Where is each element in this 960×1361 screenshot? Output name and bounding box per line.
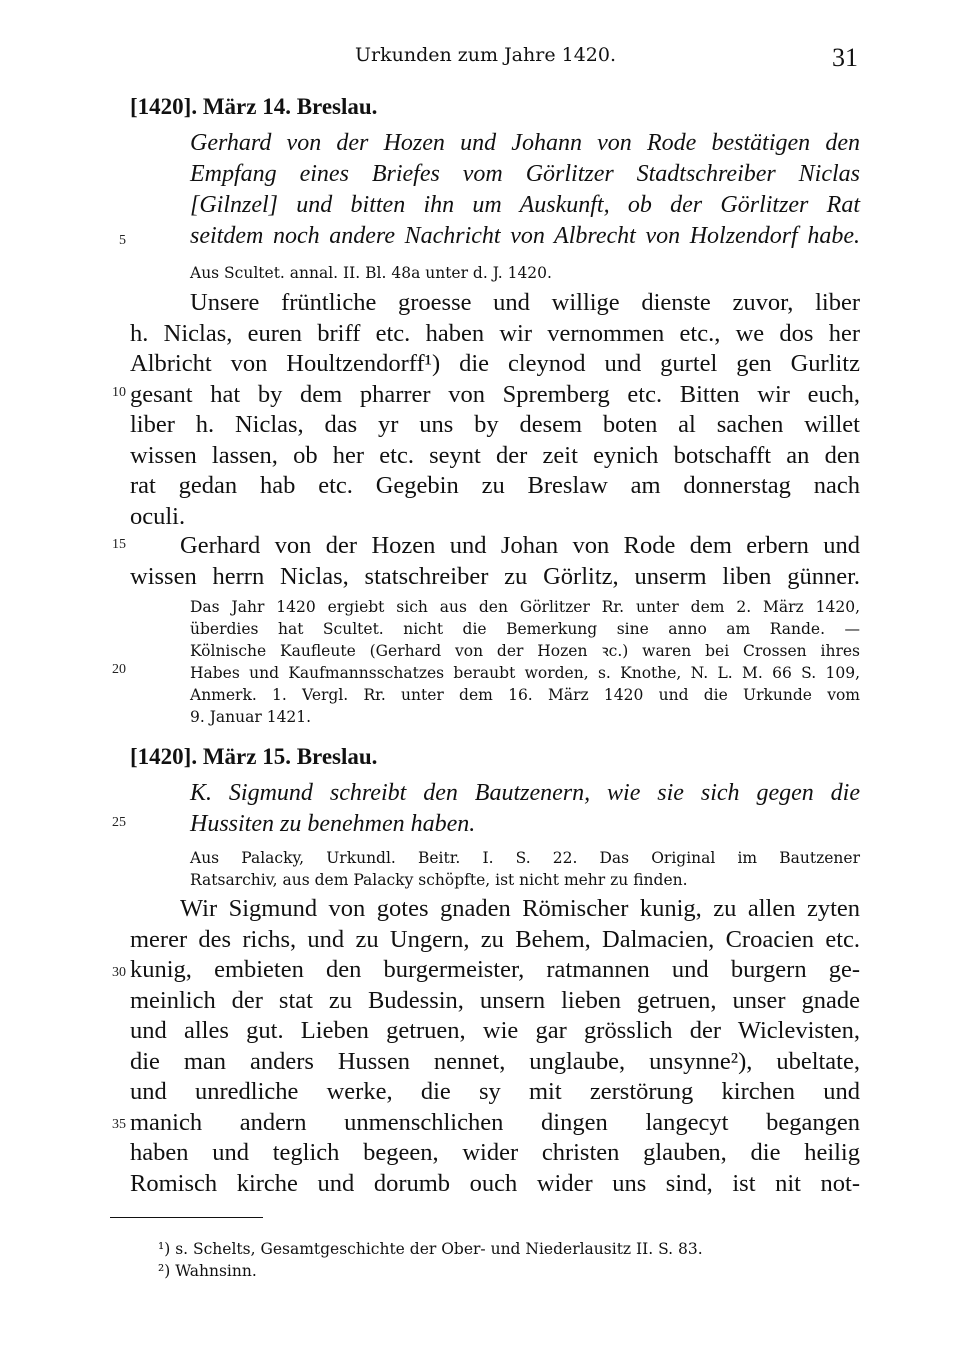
text-line: und alles gut. Lieben getruen, wie gar grösslich der Wiclevisten,: [130, 1017, 860, 1044]
regest-line: Hussiten zu benehmen haben.: [190, 811, 476, 837]
text-line: merer des richs, und zu Ungern, zu Behem, Dalmacien, Croacien etc.: [130, 925, 860, 953]
note-line: Kölnische Kaufleute (Gerhard von der Hozen ꝛc.) waren bei Crossen ihres: [190, 642, 860, 660]
note-line: Das Jahr 1420 ergiebt sich aus den Görlitzer Rr. unter dem 2. März 1420,: [190, 598, 860, 616]
line-number: 35: [112, 1117, 126, 1132]
text-line: liber h. Niclas, das yr uns by desem boten al sachen willet: [130, 411, 860, 438]
source-note: [190, 847, 860, 891]
regest-line: Gerhard von der Hozen und Johann von Rode bestätigen den: [190, 130, 860, 156]
page-number: 31: [832, 43, 858, 72]
line-number: 25: [112, 815, 126, 830]
address-line: wissen herrn Niclas, statschreiber zu Görlitz, unserm liben günner.: [130, 562, 860, 590]
line-number: 15: [112, 537, 126, 552]
footnote-rule: [110, 1217, 263, 1218]
text-line: Romisch kirche und dorumb ouch wider uns sind, ist nit not-: [130, 1169, 860, 1197]
text-line: wissen lassen, ob her etc. seynt der zeit eynich botschafft an den: [130, 441, 860, 469]
regest-line: seitdem noch andere Nachricht von Albrecht von Holzendorf habe.: [190, 223, 860, 249]
text-line: rat gedan hab etc. Gegebin zu Breslaw am donnerstag nach: [130, 472, 860, 499]
document-dateline: [1420]. März 15. Breslau.: [130, 744, 378, 769]
text-line: die man anders Hussen nennet, unglaube, unsynne²), ubeltate,: [130, 1047, 860, 1075]
text-line: und unredliche werke, die sy mit zerstörung kirchen und: [130, 1078, 860, 1105]
text-line: manich andern unmenschlichen dingen langecyt begangen: [130, 1108, 860, 1136]
regest: [190, 778, 860, 840]
source-line: Aus Palacky, Urkundl. Beitr. I. S. 22. Das Original im Bautzener: [190, 849, 860, 867]
text-line: Albricht von Houltzendorff¹) die cleynod und gurtel gen Gurlitz: [130, 350, 860, 377]
regest-line: K. Sigmund schreibt den Bautzenern, wie sie sich gegen die: [190, 780, 860, 806]
editorial-note: [190, 596, 860, 728]
footnote: ¹) s. Schelts, Gesamtgeschichte der Ober- und Niederlausitz II. S. 83.: [158, 1240, 703, 1258]
note-line: 9. Januar 1421.: [190, 708, 312, 726]
footnote: ²) Wahnsinn.: [158, 1262, 257, 1280]
text-line: Unsere früntliche groesse und willige dienste zuvor, liber: [190, 289, 860, 316]
text-line: h. Niclas, euren briff etc. haben wir vernommen etc., we dos her: [130, 319, 860, 347]
line-number: 5: [119, 233, 126, 248]
text-line: haben und teglich begeen, wider christen glauben, die heilig: [130, 1139, 860, 1166]
text-line: oculi.: [130, 502, 186, 530]
document-text: [130, 288, 860, 532]
line-number: 10: [112, 385, 126, 400]
text-line: gesant hat by dem pharrer von Spremberg etc. Bitten wir euch,: [130, 380, 860, 408]
note-line: überdies hat Scultet. nicht die Bemerkung sine anno am Rande. —: [190, 620, 860, 638]
document-text: [130, 894, 860, 1199]
regest-line: [Gilnzel] und bitten ihn um Auskunft, ob der Görlitzer Rat: [190, 192, 860, 218]
regest: [190, 128, 860, 252]
line-number: 20: [112, 662, 126, 677]
regest-line: Empfang eines Briefes vom Görlitzer Stadtschreiber Niclas: [190, 161, 860, 187]
text-line: meinlich der stat zu Budessin, unsern lieben getruen, unser gnade: [130, 986, 860, 1014]
source-line: Ratsarchiv, aus dem Palacky schöpfte, ist nicht mehr zu finden.: [190, 871, 688, 889]
note-line: Habes und Kaufmannsschatzes beraubt worden, s. Knothe, N. L. M. 66 S. 109,: [190, 664, 860, 682]
text-line: kunig, embieten den burgermeister, ratmannen und burgern ge-: [130, 956, 860, 983]
text-line: Wir Sigmund von gotes gnaden Römischer kunig, zu allen zyten: [180, 895, 860, 922]
address-line: Gerhard von der Hozen und Johan von Rode dem erbern und: [180, 532, 860, 559]
line-number: 30: [112, 965, 126, 980]
document-dateline: [1420]. März 14. Breslau.: [130, 94, 378, 119]
source-note: Aus Scultet. annal. II. Bl. 48a unter d. J. 1420.: [190, 264, 552, 282]
note-line: Anmerk. 1. Vergl. Rr. unter dem 16. März 1420 und die Urkunde vom: [190, 686, 860, 704]
running-title: Urkunden zum Jahre 1420.: [355, 44, 617, 66]
address: [130, 531, 860, 592]
